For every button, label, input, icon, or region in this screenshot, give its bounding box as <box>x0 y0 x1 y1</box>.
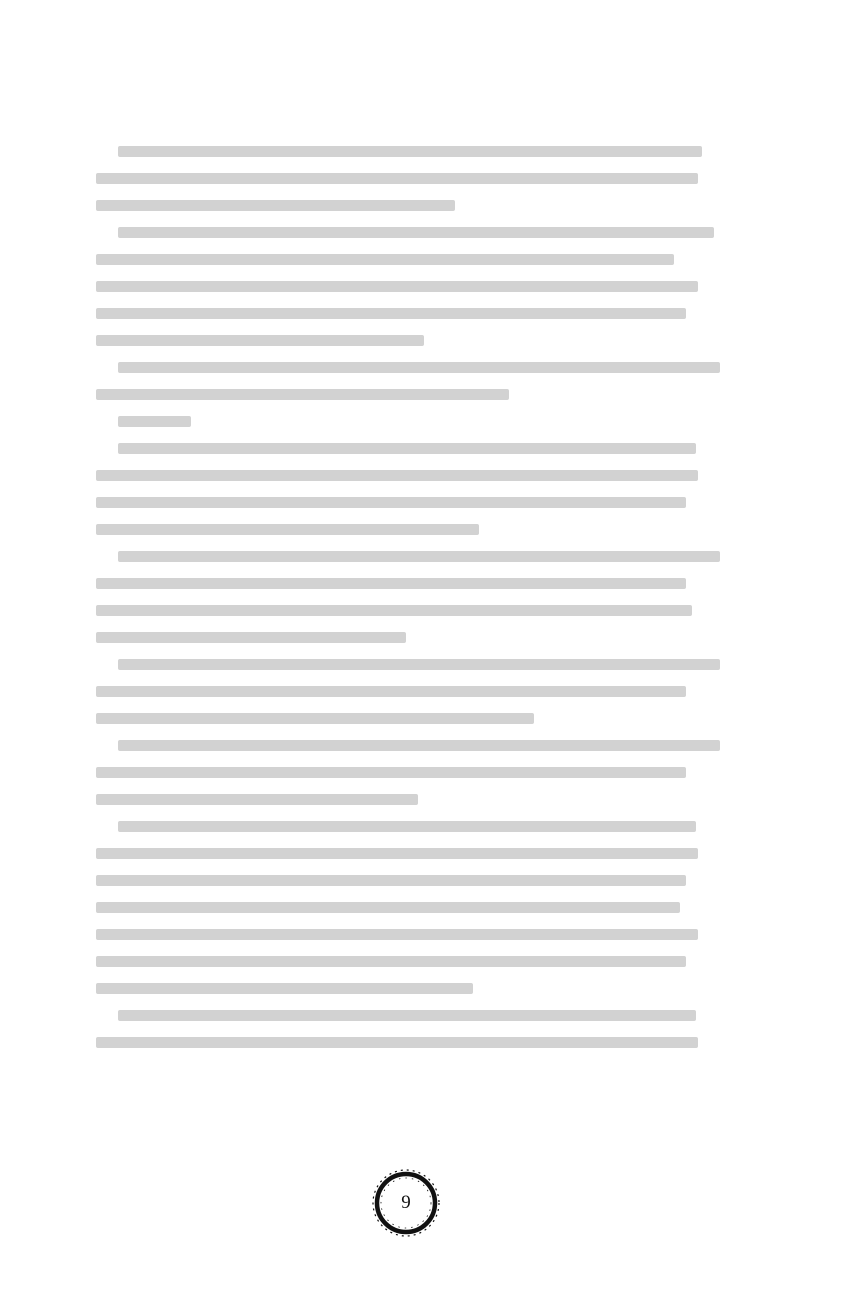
text-line-placeholder <box>118 570 726 597</box>
text-line-placeholder <box>118 192 726 219</box>
text-line-placeholder <box>118 219 726 246</box>
text-line-placeholder <box>118 165 726 192</box>
paragraph <box>118 732 726 813</box>
text-line-placeholder <box>118 138 726 165</box>
text-line-placeholder <box>118 462 726 489</box>
text-line-placeholder <box>118 354 726 381</box>
text-line-placeholder <box>118 246 726 273</box>
text-line-placeholder <box>118 624 726 651</box>
paragraph <box>118 651 726 732</box>
paragraph <box>118 219 726 354</box>
text-line-placeholder <box>118 678 726 705</box>
text-line-placeholder <box>118 975 726 1002</box>
text-line-placeholder <box>118 705 726 732</box>
text-line-placeholder <box>118 759 726 786</box>
text-line-placeholder <box>118 651 726 678</box>
text-line-placeholder <box>118 786 726 813</box>
paragraph <box>118 813 726 1002</box>
text-line-placeholder <box>118 408 726 435</box>
text-line-placeholder <box>118 597 726 624</box>
text-line-placeholder <box>118 813 726 840</box>
text-line-placeholder <box>118 543 726 570</box>
paragraph <box>118 435 726 543</box>
page-number: 9 <box>401 1192 411 1213</box>
text-line-placeholder <box>118 840 726 867</box>
paragraph <box>118 1002 726 1056</box>
text-line-placeholder <box>118 948 726 975</box>
text-line-placeholder <box>118 921 726 948</box>
text-line-placeholder <box>118 489 726 516</box>
text-line-placeholder <box>118 732 726 759</box>
paragraph <box>118 408 726 435</box>
text-line-placeholder <box>118 381 726 408</box>
text-line-placeholder <box>118 867 726 894</box>
text-line-placeholder <box>118 435 726 462</box>
text-line-placeholder <box>118 327 726 354</box>
text-line-placeholder <box>118 1029 726 1056</box>
body-text <box>118 138 726 1056</box>
paragraph <box>118 354 726 408</box>
text-line-placeholder <box>118 300 726 327</box>
text-line-placeholder <box>118 273 726 300</box>
page-number-ornament <box>370 1167 442 1239</box>
paragraph <box>118 138 726 219</box>
text-line-placeholder <box>118 516 726 543</box>
text-line-placeholder <box>118 894 726 921</box>
paragraph <box>118 543 726 651</box>
text-line-placeholder <box>118 1002 726 1029</box>
